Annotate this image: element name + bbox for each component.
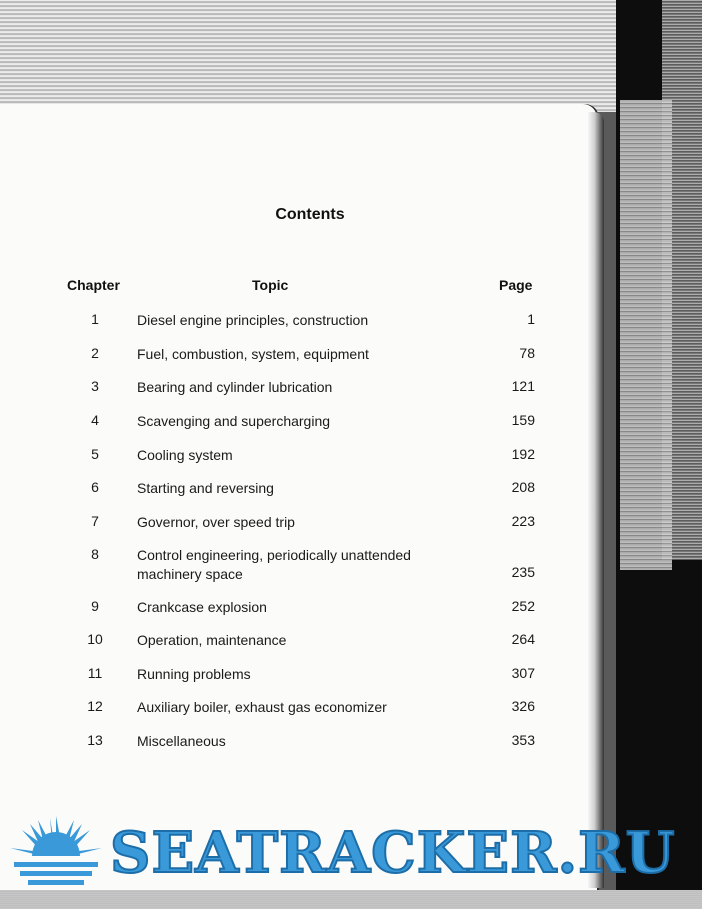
chapter-number: 7 (91, 513, 99, 529)
chapter-topic: Fuel, combustion, system, equipment (137, 346, 369, 362)
page-number: 252 (511, 598, 535, 614)
chapter-topic: Crankcase explosion (137, 599, 267, 615)
watermark-text: SEATRACKER.RU (110, 820, 676, 886)
chapter-number: 10 (87, 631, 103, 647)
page-number: 235 (511, 564, 535, 580)
chapter-number: 4 (91, 412, 99, 428)
scan-background-bottom (0, 890, 702, 909)
chapter-topic: Running problems (137, 666, 251, 682)
scan-background-top (0, 0, 702, 112)
page-column-header: Page (499, 277, 533, 293)
chapter-number: 5 (91, 446, 99, 462)
page-number: 192 (511, 446, 535, 462)
chapter-column-header: Chapter (67, 277, 120, 293)
chapter-topic: Starting and reversing (137, 480, 274, 496)
topic-column-header: Topic (252, 277, 289, 293)
watermark (0, 808, 702, 890)
contents-title: Contents (275, 206, 345, 223)
chapter-number: 9 (91, 598, 99, 614)
chapter-topic: Operation, maintenance (137, 632, 287, 648)
page-number: 223 (511, 513, 535, 529)
chapter-topic: Auxiliary boiler, exhaust gas economizer (137, 699, 387, 715)
chapter-number: 1 (91, 311, 99, 327)
sun-logo-icon (6, 814, 106, 894)
chapter-number: 12 (87, 698, 103, 714)
page-number: 78 (519, 345, 535, 361)
chapter-topic: Governor, over speed trip (137, 514, 295, 530)
page-number: 208 (511, 479, 535, 495)
chapter-number: 6 (91, 479, 99, 495)
page-number: 353 (511, 732, 535, 748)
page-number: 307 (511, 665, 535, 681)
chapter-topic: Diesel engine principles, construction (137, 312, 369, 328)
chapter-topic: Scavenging and supercharging (137, 413, 331, 429)
chapter-number: 11 (87, 665, 103, 681)
page-curl-edge (588, 112, 604, 888)
chapter-topic: Miscellaneous (137, 733, 226, 749)
chapter-topic: Cooling system (137, 447, 233, 463)
page-number: 326 (511, 698, 535, 714)
chapter-topic: Bearing and cylinder lubrication (137, 379, 333, 395)
chapter-number: 2 (91, 345, 99, 361)
chapter-number: 13 (87, 732, 103, 748)
page-number: 264 (511, 631, 535, 647)
page-number: 1 (527, 311, 535, 327)
chapter-topic: Control engineering, periodically unattended machinery space (137, 547, 411, 582)
chapter-number: 3 (91, 378, 99, 394)
page-number: 121 (511, 378, 535, 394)
page-number: 159 (511, 412, 535, 428)
chapter-number: 8 (91, 546, 99, 562)
scan-noise-right-inner (620, 100, 672, 570)
